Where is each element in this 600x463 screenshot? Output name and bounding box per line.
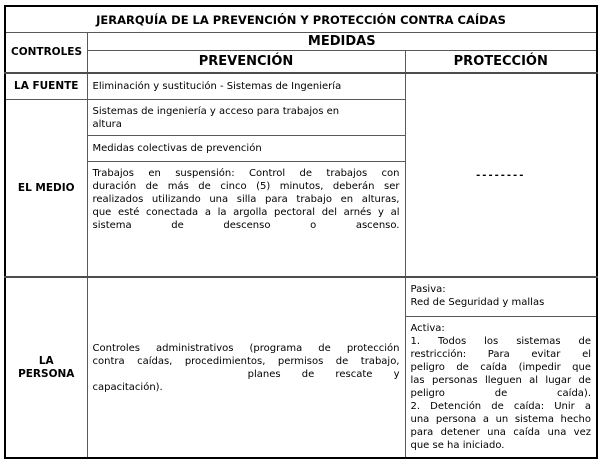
cell-fuente-prevencion: Eliminación y sustitución - Sistemas de Ingeniería: [87, 73, 405, 100]
header-prevencion: PREVENCIÓN: [87, 51, 405, 74]
cell-medio-prevencion-3: [87, 162, 405, 278]
cell-persona-proteccion-activa: [405, 317, 597, 459]
text-line: contra caídas, procedimientos, permisos de trabajo,: [92, 355, 400, 367]
text-line: Pasiva:: [410, 284, 446, 295]
header-medidas: MEDIDAS: [87, 33, 597, 51]
fall-protection-hierarchy-table: [4, 5, 598, 459]
row-label-la-fuente: LA FUENTE: [5, 73, 87, 100]
text-line: capacitación).: [92, 381, 163, 393]
text-line: realizados utilizando una silla para trabajo en alturas,: [92, 194, 400, 205]
cell-persona-proteccion-pasiva: [405, 277, 597, 317]
row-label-la-persona: [5, 277, 87, 458]
text-line: las personas lleguen al lugar de: [410, 375, 591, 386]
header-controles: CONTROLES: [5, 33, 87, 74]
text-line: que se ha iniciado.: [410, 440, 505, 451]
text-line: que esté conectada a la argolla pectoral del arnés y al: [92, 207, 400, 218]
text-line: restricción: Para evitar el: [410, 349, 591, 360]
text-line: Trabajos en suspensión: Control de trabajos con: [92, 168, 400, 179]
text-line: LA: [38, 354, 54, 367]
cell-medio-prevencion-1: [87, 100, 405, 136]
text-line: para detener una caída una vez: [410, 427, 591, 438]
text-line: peligro de caída (impedir que: [410, 362, 591, 373]
text-line: sistema de descenso o ascenso.: [92, 220, 400, 231]
text-line: duración de más de cinco (5) minutos, deberán ser: [92, 181, 400, 192]
text-line: PERSONA: [18, 367, 75, 380]
text-line: planes de rescate y: [247, 368, 400, 380]
cell-fuente-medio-proteccion-placeholder: --------: [405, 73, 597, 277]
text-line: Red de Seguridad y mallas: [410, 297, 545, 308]
text-line: 1. Todos los sistemas de: [410, 336, 591, 347]
cell-medio-prevencion-2: Medidas colectivas de prevención: [87, 136, 405, 162]
text-line: peligro de caída).: [410, 388, 591, 399]
text-line: una persona a un sistema hecho: [410, 414, 591, 425]
text-line: Controles administrativos (programa de protección: [92, 342, 400, 354]
text-line: altura: [92, 118, 122, 130]
text-line: Activa:: [410, 323, 445, 334]
header-proteccion: PROTECCIÓN: [405, 51, 597, 74]
cell-persona-prevencion: [87, 277, 405, 458]
text-line: 2. Detención de caída: Unir a: [410, 401, 591, 412]
text-line: Sistemas de ingeniería y acceso para trabajos en: [92, 105, 340, 117]
row-label-el-medio: EL MEDIO: [5, 100, 87, 278]
table-title: JERARQUÍA DE LA PREVENCIÓN Y PROTECCIÓN CONTRA CAÍDAS: [5, 6, 597, 33]
